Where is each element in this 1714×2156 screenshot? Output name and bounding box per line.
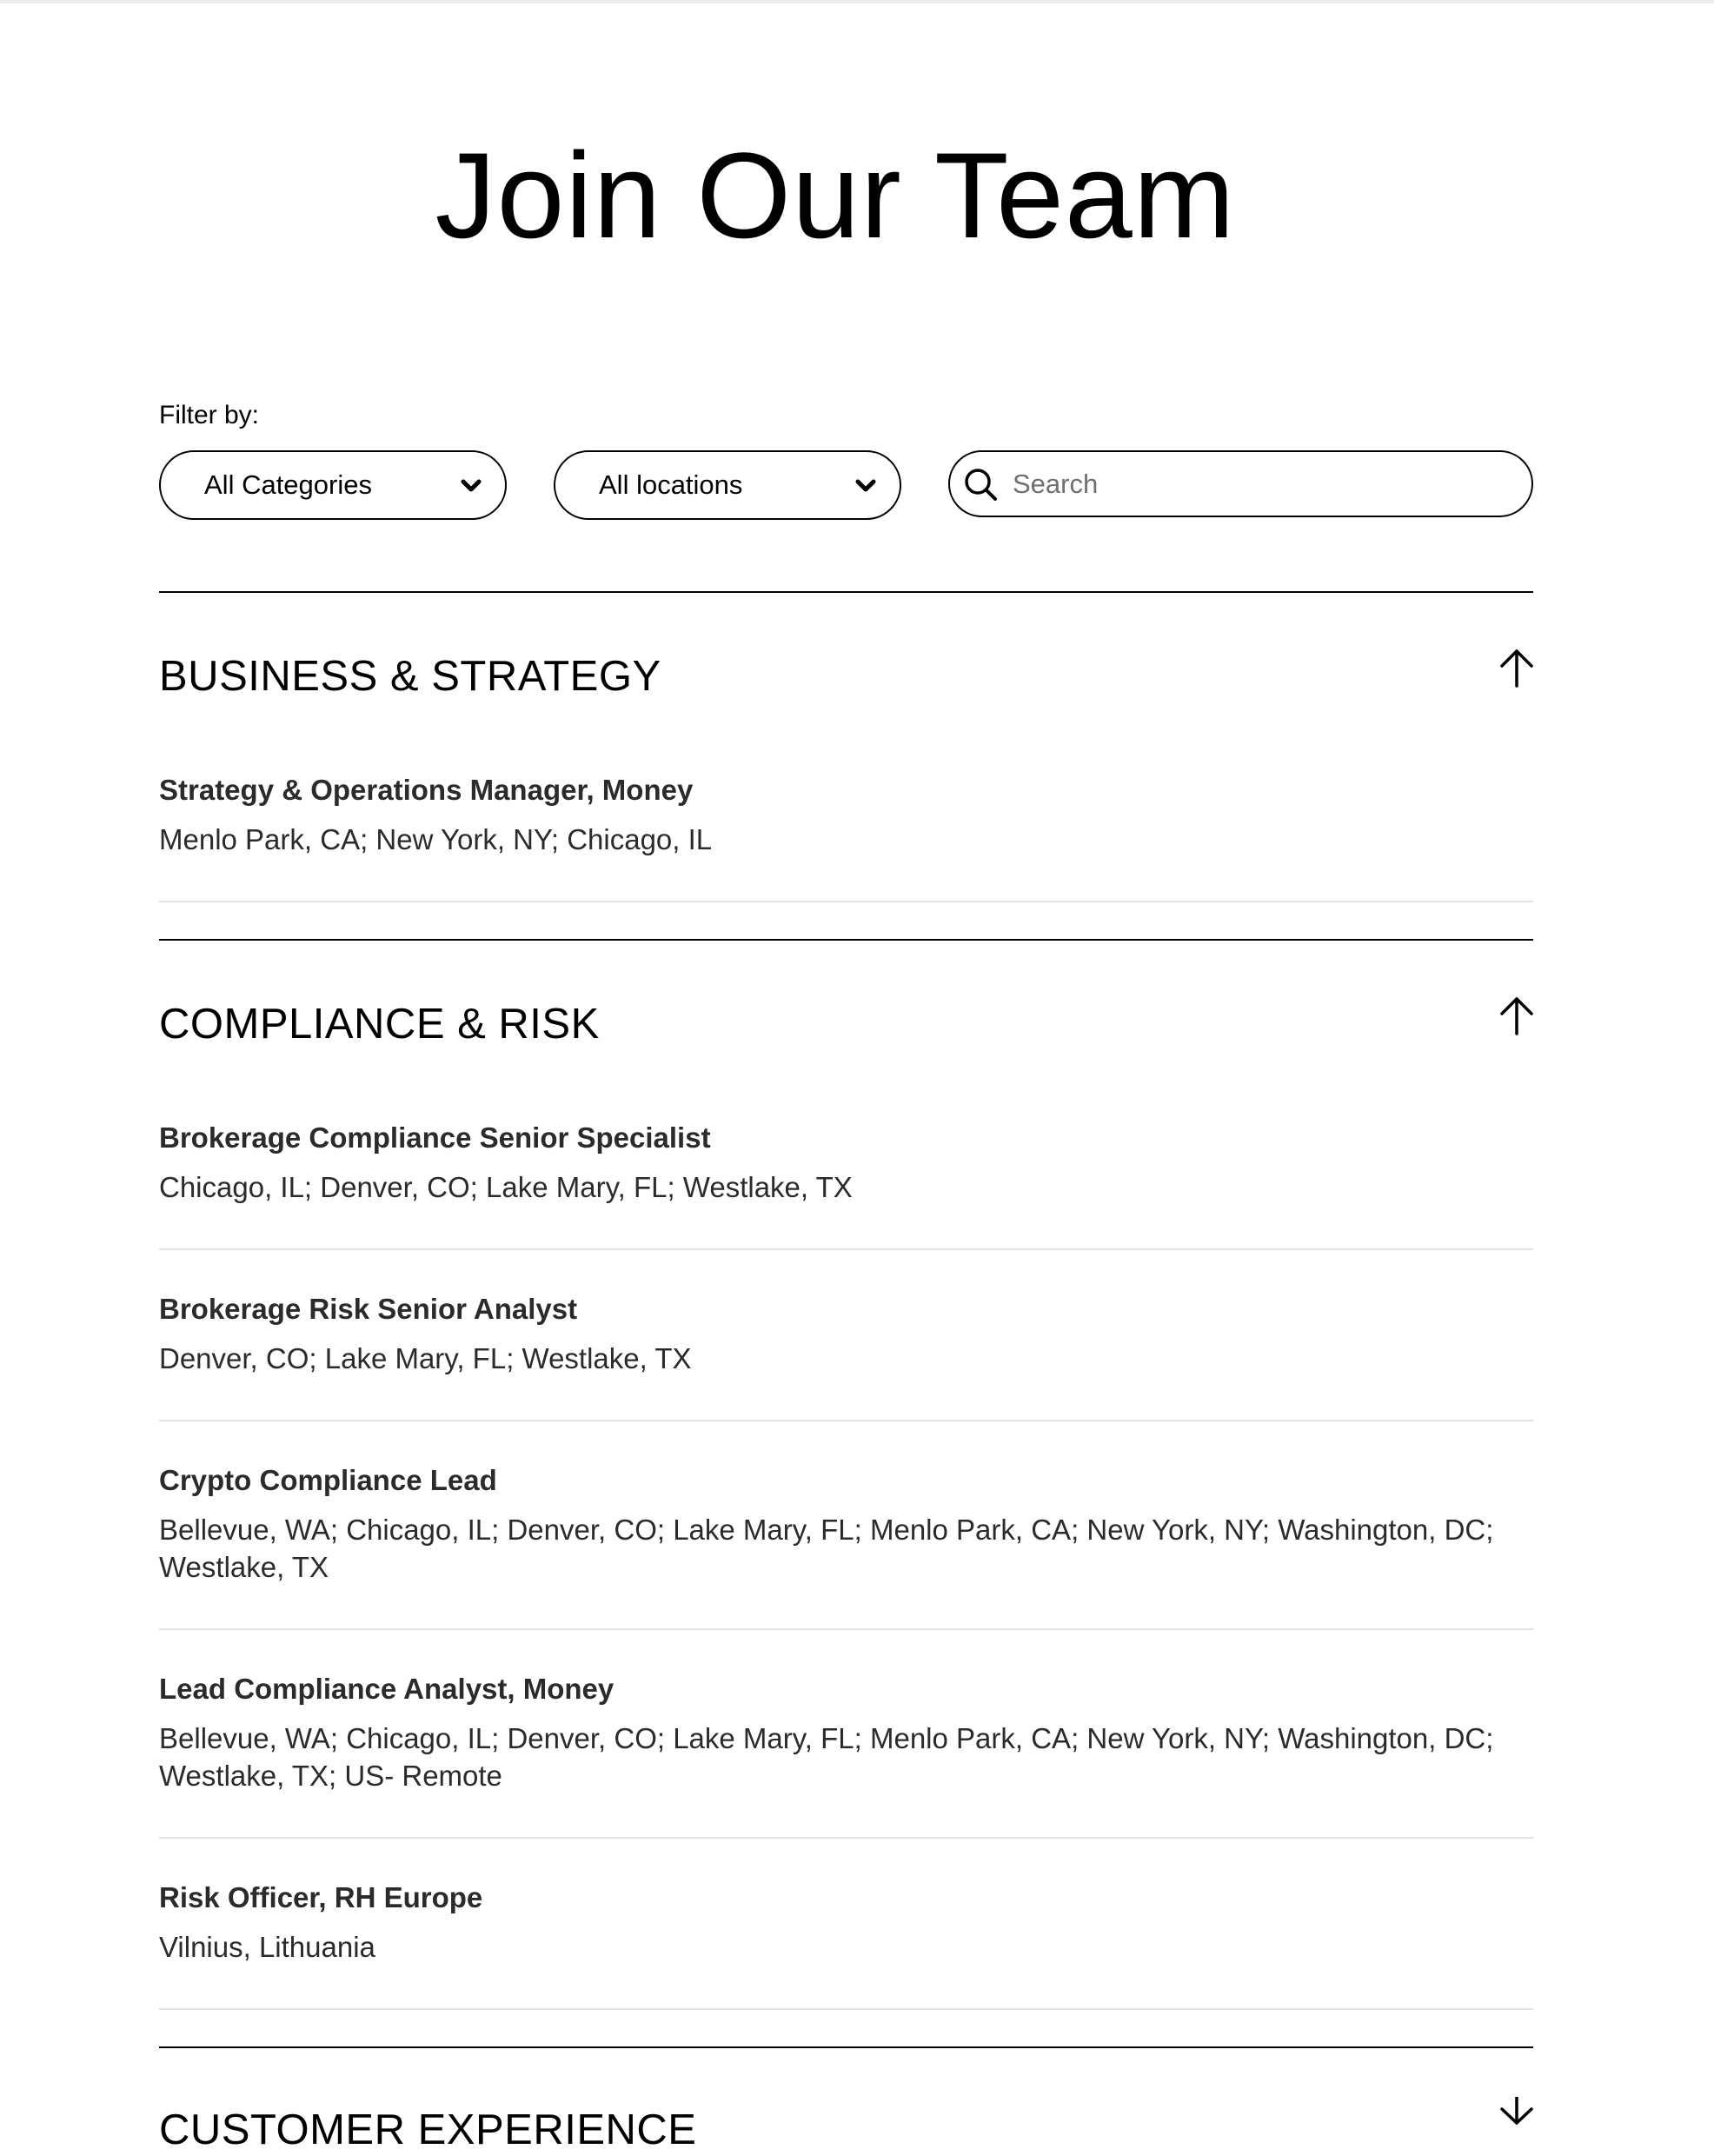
chevron-down-icon [853,473,879,499]
search-box[interactable] [948,450,1533,517]
job-listing[interactable] [159,1120,1533,1206]
job-locations: Chicago, IL; Denver, CO; Lake Mary, FL; Westlake, TX [159,1171,853,1203]
job-title[interactable]: Crypto Compliance Lead [159,1464,497,1496]
section-divider [159,2046,1533,2048]
row-divider [159,1628,1533,1630]
row-divider [159,2008,1533,2010]
arrow-down-icon[interactable] [1498,2097,1535,2125]
job-title[interactable]: Lead Compliance Analyst, Money [159,1673,615,1705]
section-title[interactable]: CUSTOMER EXPERIENCE [159,2106,697,2153]
job-title[interactable]: Risk Officer, RH Europe [159,1881,483,1913]
section-title[interactable]: COMPLIANCE & RISK [159,1001,600,1048]
job-listing[interactable] [159,1671,1533,1794]
job-listing[interactable] [159,772,1533,858]
chevron-down-icon [458,473,484,499]
job-listing[interactable] [159,1880,1533,1966]
search-input[interactable] [1011,459,1501,509]
row-divider [159,1420,1533,1421]
job-locations: Bellevue, WA; Chicago, IL; Denver, CO; Lake Mary, FL; Menlo Park, CA; New York, NY; Washington, DC; Westlake, TX; US- Remote [159,1722,1494,1792]
location-select[interactable] [554,450,901,520]
job-locations: Menlo Park, CA; New York, NY; Chicago, IL [159,823,713,855]
top-border [0,0,1714,3]
job-locations: Vilnius, Lithuania [159,1931,375,1963]
job-title[interactable]: Brokerage Risk Senior Analyst [159,1293,578,1325]
page-title: Join Our Team [435,127,1236,263]
section-divider [159,939,1533,941]
category-select[interactable] [159,450,507,520]
section-divider [159,591,1533,593]
arrow-up-icon[interactable] [1498,995,1535,1035]
section-title[interactable]: BUSINESS & STRATEGY [159,653,661,700]
row-divider [159,901,1533,902]
location-select-value: All locations [599,469,743,500]
job-locations: Bellevue, WA; Chicago, IL; Denver, CO; Lake Mary, FL; Menlo Park, CA; New York, NY; Washington, DC; Westlake, TX [159,1514,1494,1583]
category-select-value: All Categories [204,469,372,500]
job-locations: Denver, CO; Lake Mary, FL; Westlake, TX [159,1342,692,1374]
job-listing[interactable] [159,1291,1533,1377]
job-listing[interactable] [159,1462,1533,1586]
arrow-up-icon[interactable] [1498,648,1535,688]
job-title[interactable]: Strategy & Operations Manager, Money [159,774,694,806]
job-title[interactable]: Brokerage Compliance Senior Specialist [159,1121,711,1154]
filter-label: Filter by: [159,401,260,429]
row-divider [159,1248,1533,1250]
search-icon [962,466,999,502]
row-divider [159,1837,1533,1839]
